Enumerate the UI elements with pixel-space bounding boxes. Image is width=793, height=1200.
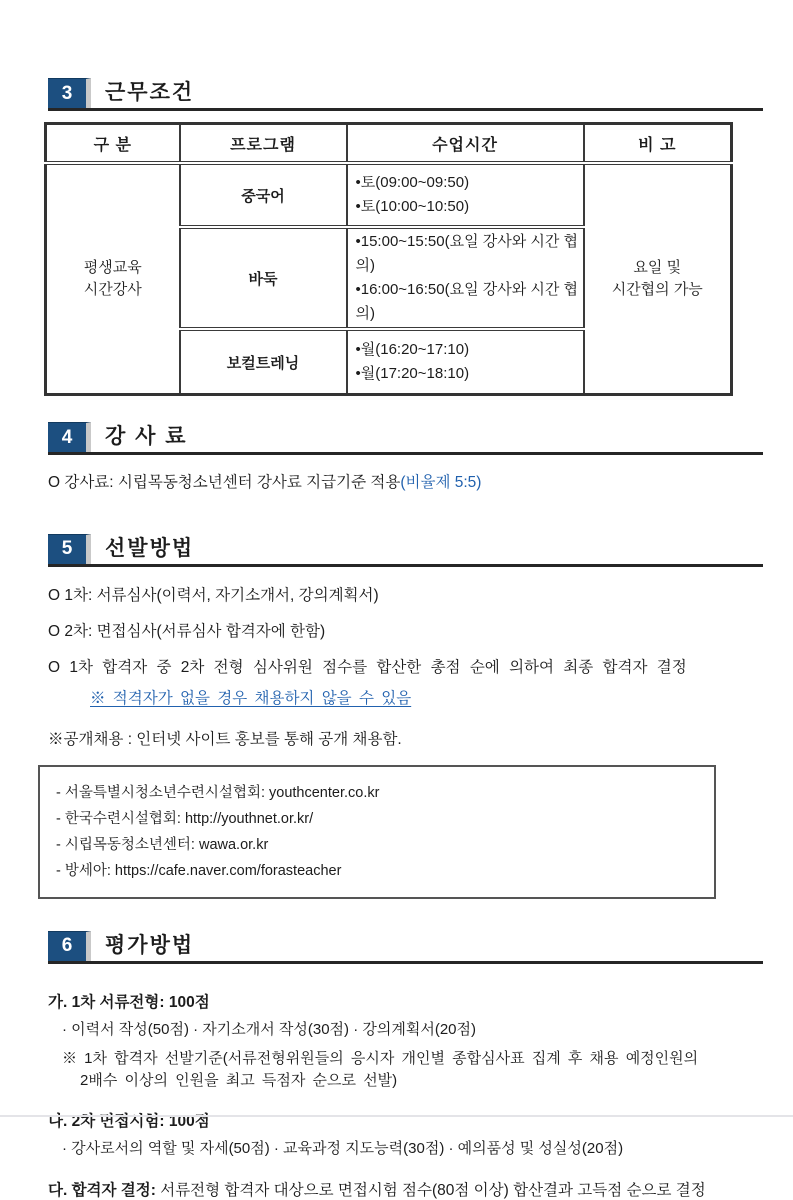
section-3-title: 근무조건 [105, 81, 195, 104]
selection-bullet-1: O 1차: 서류심사(이력서, 자기소개서, 강의계획서) [48, 586, 379, 604]
category-line-1: 평생교육 [83, 258, 142, 276]
eval-ga-detail: · 이력서 작성(50점) · 자기소개서 작성(30점) · 강의계획서(20점) [62, 1020, 476, 1038]
eval-ga-heading: 가. 1차 서류전형: 100점 [48, 993, 210, 1011]
class-time-cell [347, 227, 584, 329]
open-recruitment-note: ※공개채용 : 인터넷 사이트 홍보를 통해 공개 채용함. [48, 730, 402, 748]
section-5-title: 선발방법 [105, 536, 195, 560]
class-time-line: •16:00~16:50(요일 강사와 시간 협의) [355, 281, 579, 322]
link-item-youthcenter: - 서울특별시청소년수련시설협회: youthcenter.co.kr [56, 784, 380, 801]
program-cell: 보컬트레닝 [180, 329, 347, 395]
col-header-category: 구 분 [46, 124, 180, 164]
section-4-title: 강 사 료 [105, 425, 188, 448]
link-item-wawa: - 시립목동청소년센터: wawa.or.kr [56, 836, 269, 853]
section-3-number-badge: 3 [48, 78, 91, 108]
section-4-header [48, 422, 763, 455]
eval-na-heading: 나. 2차 면접시험: 100점 [48, 1113, 210, 1131]
class-time-cell [347, 329, 584, 395]
fee-rate-highlight: (비율제 5:5) [400, 474, 482, 491]
section-5-number-badge: 5 [48, 534, 91, 564]
class-time-line: •15:00~15:50(요일 강사와 시간 협의) [355, 233, 579, 274]
scan-edge-line [0, 1115, 793, 1117]
work-conditions-table [44, 122, 733, 396]
fee-text: O 강사료: 시립목동청소년센터 강사료 지급기준 적용 [48, 474, 401, 491]
section-6-number-badge: 6 [48, 931, 91, 961]
eval-da-text: 서류전형 합격자 대상으로 면접시험 점수(80점 이상) 합산결과 고득점 순으로 결정 [155, 1182, 706, 1200]
class-time-line: •토(09:00~09:50) [355, 174, 470, 191]
class-time-line: •월(16:20~17:10) [355, 341, 470, 358]
col-header-note: 비 고 [584, 124, 732, 164]
category-cell [46, 163, 180, 395]
selection-bullet-2: O 2차: 면접심사(서류심사 합격자에 한함) [48, 622, 326, 640]
program-cell: 바둑 [180, 227, 347, 329]
section-5-header [48, 534, 763, 567]
col-header-class-time: 수업시간 [347, 124, 584, 164]
recruitment-links-box [38, 765, 716, 899]
eval-da-heading: 다. 합격자 결정: [48, 1182, 156, 1200]
section-3-header [48, 78, 763, 111]
section-4-number-badge: 4 [48, 422, 91, 452]
eval-ga-note-line-1: ※ 1차 합격자 선발기준(서류전형위원들의 응시자 개인별 종합심사표 집계 후 채용 예정인원의 [62, 1049, 699, 1067]
category-line-2: 시간강사 [83, 281, 142, 298]
eval-ga-note [62, 1048, 763, 1092]
eval-da-line [48, 1178, 763, 1200]
note-line-1: 요일 및 [633, 258, 682, 276]
col-header-program: 프로그램 [180, 124, 347, 164]
class-time-line: •월(17:20~18:10) [355, 365, 470, 382]
table-header-row [46, 124, 732, 164]
note-line-2: 시간협의 가능 [611, 281, 703, 298]
class-time-line: •토(10:00~10:50) [355, 198, 470, 215]
selection-bullet-3: O 1차 합격자 중 2차 전형 심사위원 점수를 합산한 총점 순에 의하여 최종 합격자 결정 [48, 658, 687, 676]
fee-line [48, 473, 763, 494]
class-time-cell [347, 163, 584, 227]
section-6-title: 평가방법 [105, 933, 195, 957]
eval-na-detail: · 강사로서의 역할 및 자세(50점) · 교육과정 지도능력(30점) · 예의품성 및 성실성(20점) [62, 1140, 624, 1158]
note-cell [584, 163, 732, 395]
link-item-naver-cafe: - 방세아: https://cafe.naver.com/forasteacher [56, 862, 342, 879]
table-row [46, 163, 732, 227]
program-cell: 중국어 [180, 163, 347, 227]
no-hire-note: ※ 적격자가 없을 경우 채용하지 않을 수 있음 [90, 689, 412, 707]
eval-ga-note-line-2: 2배수 이상의 인원을 최고 득점자 순으로 선발) [80, 1071, 398, 1089]
section-6-header [48, 931, 763, 964]
link-item-youthnet: - 한국수련시설협회: http://youthnet.or.kr/ [56, 810, 314, 827]
